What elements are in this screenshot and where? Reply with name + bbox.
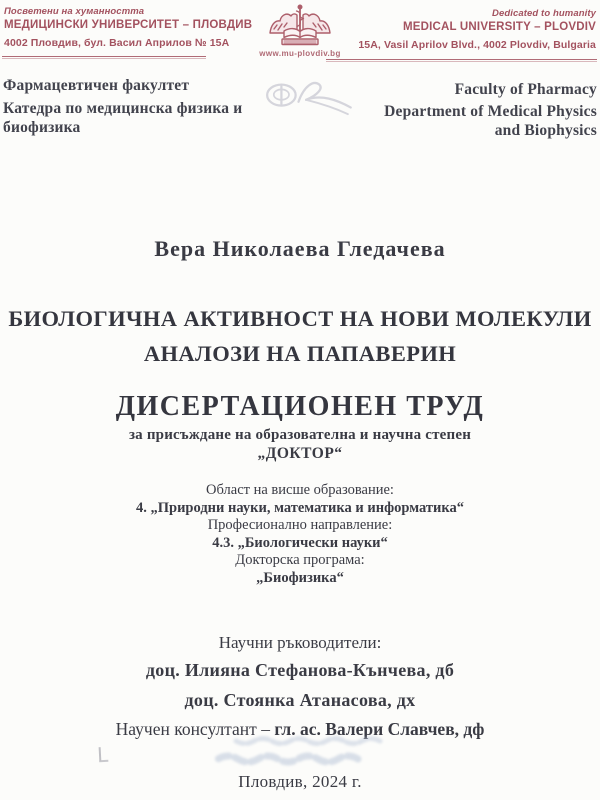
consultant-name: гл. ас. Валери Славчев, дф [274, 719, 485, 739]
department-name-en: Department of Medical Physics and Biophysics [384, 103, 597, 139]
doctoral-program-label: Докторска програма: [235, 552, 365, 569]
header-divider-left [2, 56, 206, 59]
university-crest-block [240, 3, 360, 58]
degree-name: „ДОКТОР“ [257, 445, 343, 462]
university-header-bg [4, 6, 254, 49]
thesis-type-heading: ДИСЕРТАЦИОНЕН ТРУД [115, 391, 485, 422]
supervisor-2: доц. Стоянка Атанасова, дх [184, 690, 416, 710]
field-of-education-value: 4. „Природни науки, математика и информатика“ [135, 499, 465, 516]
dissertation-title-line1: БИОЛОГИЧНА АКТИВНОСТ НА НОВИ МОЛЕКУЛИ [8, 306, 592, 331]
supervisor-1: доц. Илияна Стефанова-Кънчева, дб [145, 660, 455, 680]
university-crest-icon [240, 3, 360, 47]
city-year-footer: Пловдив, 2024 г. [238, 772, 362, 791]
university-website-text: www.mu-plovdiv.bg [259, 49, 341, 58]
faculty-name-en: Faculty of Pharmacy [454, 81, 597, 98]
thesis-subtitle: за присъждане на образователна и научна степен [128, 427, 472, 443]
supervisors-label: Научни ръководители: [218, 633, 382, 652]
university-motto-en: Dedicated to humanity [492, 8, 596, 19]
professional-direction-value: 4.3. „Биологически науки“ [212, 534, 388, 551]
department-header-en [369, 80, 597, 140]
doctoral-program-value: „Биофизика“ [256, 569, 344, 586]
consultant-label: Научен консултант – [115, 719, 275, 739]
university-name-bg: МЕДИЦИНСКИ УНИВЕРСИТЕТ – ПЛОВДИВ [4, 19, 253, 31]
faculty-pharmacy-logo-icon [262, 78, 354, 116]
author-name: Вера Николаева Гледачева [154, 236, 446, 261]
professional-direction-label: Професионално направление: [207, 517, 393, 534]
department-header-bg [3, 76, 245, 137]
page-bleedthrough-artifact [133, 733, 388, 769]
university-address-en: 15A, Vasil Aprilov Blvd., 4002 Plovdiv, Bulgaria [358, 39, 596, 51]
faculty-name-bg: Фармацевтичен факултет [3, 77, 190, 94]
field-of-education-label: Област на висше образование: [206, 482, 394, 498]
classification-block [0, 482, 600, 588]
scan-smudge-artifact [99, 747, 109, 762]
university-motto-bg: Посветени на хуманността [4, 6, 145, 17]
university-address-bg: 4002 Пловдив, бул. Васил Априлов № 15А [4, 37, 230, 49]
university-name-en: MEDICAL UNIVERSITY – PLOVDIV [402, 21, 596, 33]
department-name-bg: Катедра по медицинска физика и биофизика [3, 100, 243, 136]
dissertation-title [0, 301, 600, 371]
header-divider-right [326, 59, 597, 62]
dissertation-title-line2: АНАЛОЗИ НА ПАПАВЕРИН [143, 341, 457, 366]
